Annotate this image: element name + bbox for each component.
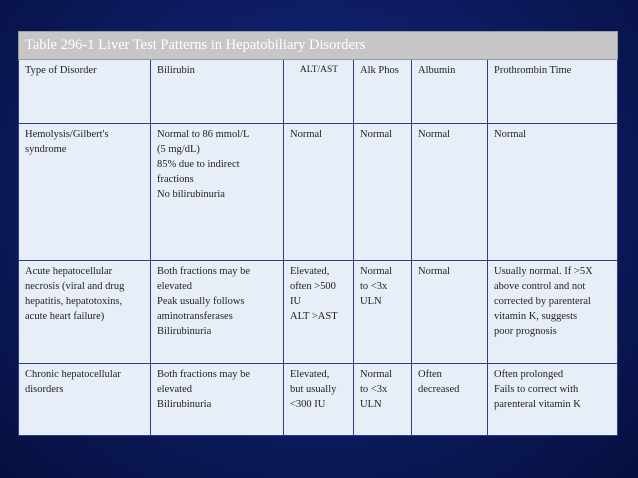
cell-line: disorders [25,384,64,395]
cell-line: fractions [157,174,194,185]
cell-line: ALT >AST [290,311,338,322]
cell-alt-ast [284,261,354,364]
cell-line: aminotransferases [157,311,233,322]
cell-type [19,124,151,261]
cell-alk-phos [354,364,412,436]
cell-line: often >500 [290,281,336,292]
cell-line: decreased [418,384,460,395]
cell-albumin [412,124,488,261]
cell-line: vitamin K, suggests [494,311,578,322]
cell-line: Normal [290,129,323,140]
cell-bilirubin [151,364,284,436]
cell-line: above control and not [494,281,586,292]
cell-alt-ast [284,124,354,261]
cell-type [19,261,151,364]
cell-line: elevated [157,281,192,292]
cell-line: No bilirubinuria [157,189,225,200]
cell-line: Elevated, [290,369,330,380]
liver-test-table [18,31,618,436]
table-row [19,364,618,436]
cell-alk-phos [354,261,412,364]
cell-line: Often [418,369,442,380]
cell-line: 85% due to indirect [157,159,240,170]
cell-line: corrected by parenteral [494,296,591,307]
header-bilirubin: Bilirubin [151,60,284,124]
cell-prothrombin [488,261,618,364]
cell-line: Acute hepatocellular [25,266,113,277]
cell-line: Normal [494,129,527,140]
header-prothrombin: Prothrombin Time [488,60,618,124]
cell-line: ULN [360,296,382,307]
table-row [19,124,618,261]
cell-line: Normal [360,266,393,277]
title-row [19,32,618,60]
cell-line: Usually normal. If >5X [494,266,593,277]
header-type: Type of Disorder [19,60,151,124]
cell-prothrombin [488,364,618,436]
cell-line: ULN [360,399,382,410]
cell-bilirubin [151,124,284,261]
cell-prothrombin [488,124,618,261]
cell-line: Normal [418,266,451,277]
cell-line: IU [290,296,302,307]
cell-line: elevated [157,384,192,395]
cell-line: Bilirubinuria [157,399,212,410]
cell-line: hepatitis, hepatotoxins, [25,296,123,307]
cell-line: (5 mg/dL) [157,144,200,155]
cell-line: <300 IU [290,399,326,410]
cell-line: Normal [418,129,451,140]
cell-line: poor prognosis [494,326,557,337]
cell-line: to <3x [360,384,388,395]
cell-line: Fails to correct with [494,384,579,395]
header-alk-phos: Alk Phos [354,60,412,124]
cell-line: Peak usually follows [157,296,245,307]
cell-line: Normal [360,369,393,380]
cell-alt-ast [284,364,354,436]
cell-line: Elevated, [290,266,330,277]
cell-line: Normal to 86 mmol/L [157,129,250,140]
cell-alk-phos [354,124,412,261]
cell-line: Hemolysis/Gilbert's [25,129,109,140]
cell-albumin [412,261,488,364]
cell-line: Chronic hepatocellular [25,369,121,380]
table-row [19,261,618,364]
cell-line: Often prolonged [494,369,564,380]
cell-bilirubin [151,261,284,364]
cell-line: acute heart failure) [25,311,105,322]
header-alt-ast: ALT/AST [284,60,354,124]
cell-line: parenteral vitamin K [494,399,581,410]
cell-line: Both fractions may be [157,266,251,277]
cell-line: but usually [290,384,337,395]
header-albumin: Albumin [412,60,488,124]
cell-albumin [412,364,488,436]
cell-line: Normal [360,129,393,140]
cell-line: to <3x [360,281,388,292]
header-row [19,60,618,124]
cell-line: Both fractions may be [157,369,251,380]
cell-line: Bilirubinuria [157,326,212,337]
cell-type [19,364,151,436]
table-title: Table 296-1 Liver Test Patterns in Hepatobiliary Disorders [19,32,618,60]
cell-line: syndrome [25,144,67,155]
cell-line: necrosis (viral and drug [25,281,125,292]
